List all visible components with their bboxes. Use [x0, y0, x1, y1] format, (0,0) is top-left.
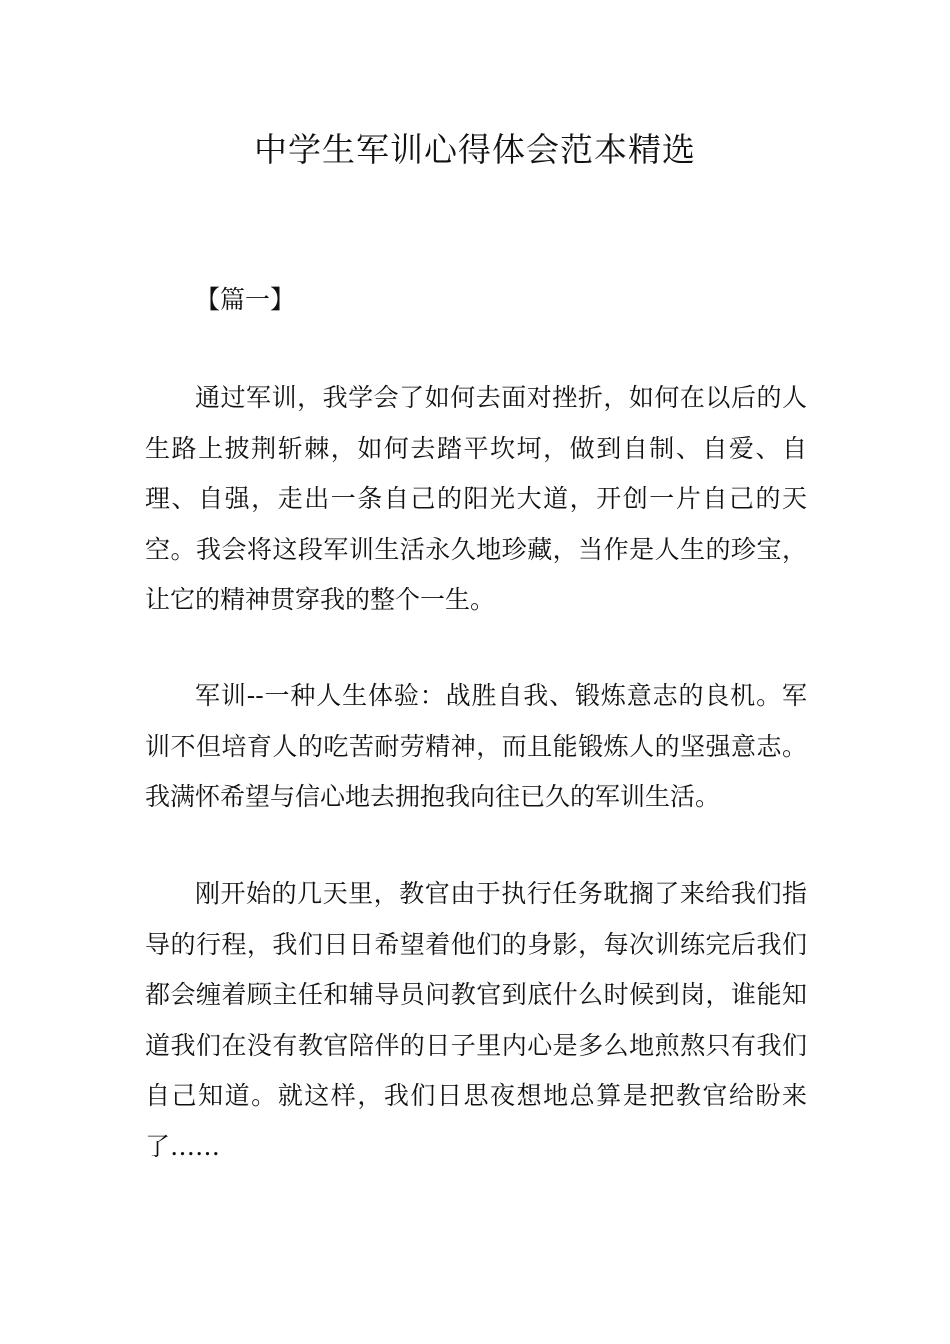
paragraph-3: 刚开始的几天里，教官由于执行任务耽搁了来给我们指导的行程，我们日日希望着他们的身影，每次训练完后我们都会缠着顾主任和辅导员问教官到底什么时候到岗，谁能知道我们在没有教官陪伴的日子里内心是多么地煎熬只有我们自己知道。就这样，我们日思夜想地总算是把教官给盼来了…… [145, 879, 807, 1161]
document-title: 中学生军训心得体会范本精选 [254, 130, 696, 169]
paragraph-2: 军训--一种人生体验：战胜自我、锻炼意志的良机。军训不但培育人的吃苦耐劳精神，而且能锻炼人的坚强意志。我满怀希望与信心地去拥抱我向往已久的军训生活。 [145, 681, 807, 811]
section-label: 【篇一】 [195, 285, 296, 314]
paragraph-1: 通过军训，我学会了如何去面对挫折，如何在以后的人生路上披荆斩棘，如何去踏平坎坷，做到自制、自爱、自理、自强，走出一条自己的阳光大道，开创一片自己的天空。我会将这段军训生活永久地珍藏，当作是人生的珍宝，让它的精神贯穿我的整个一生。 [145, 383, 807, 614]
